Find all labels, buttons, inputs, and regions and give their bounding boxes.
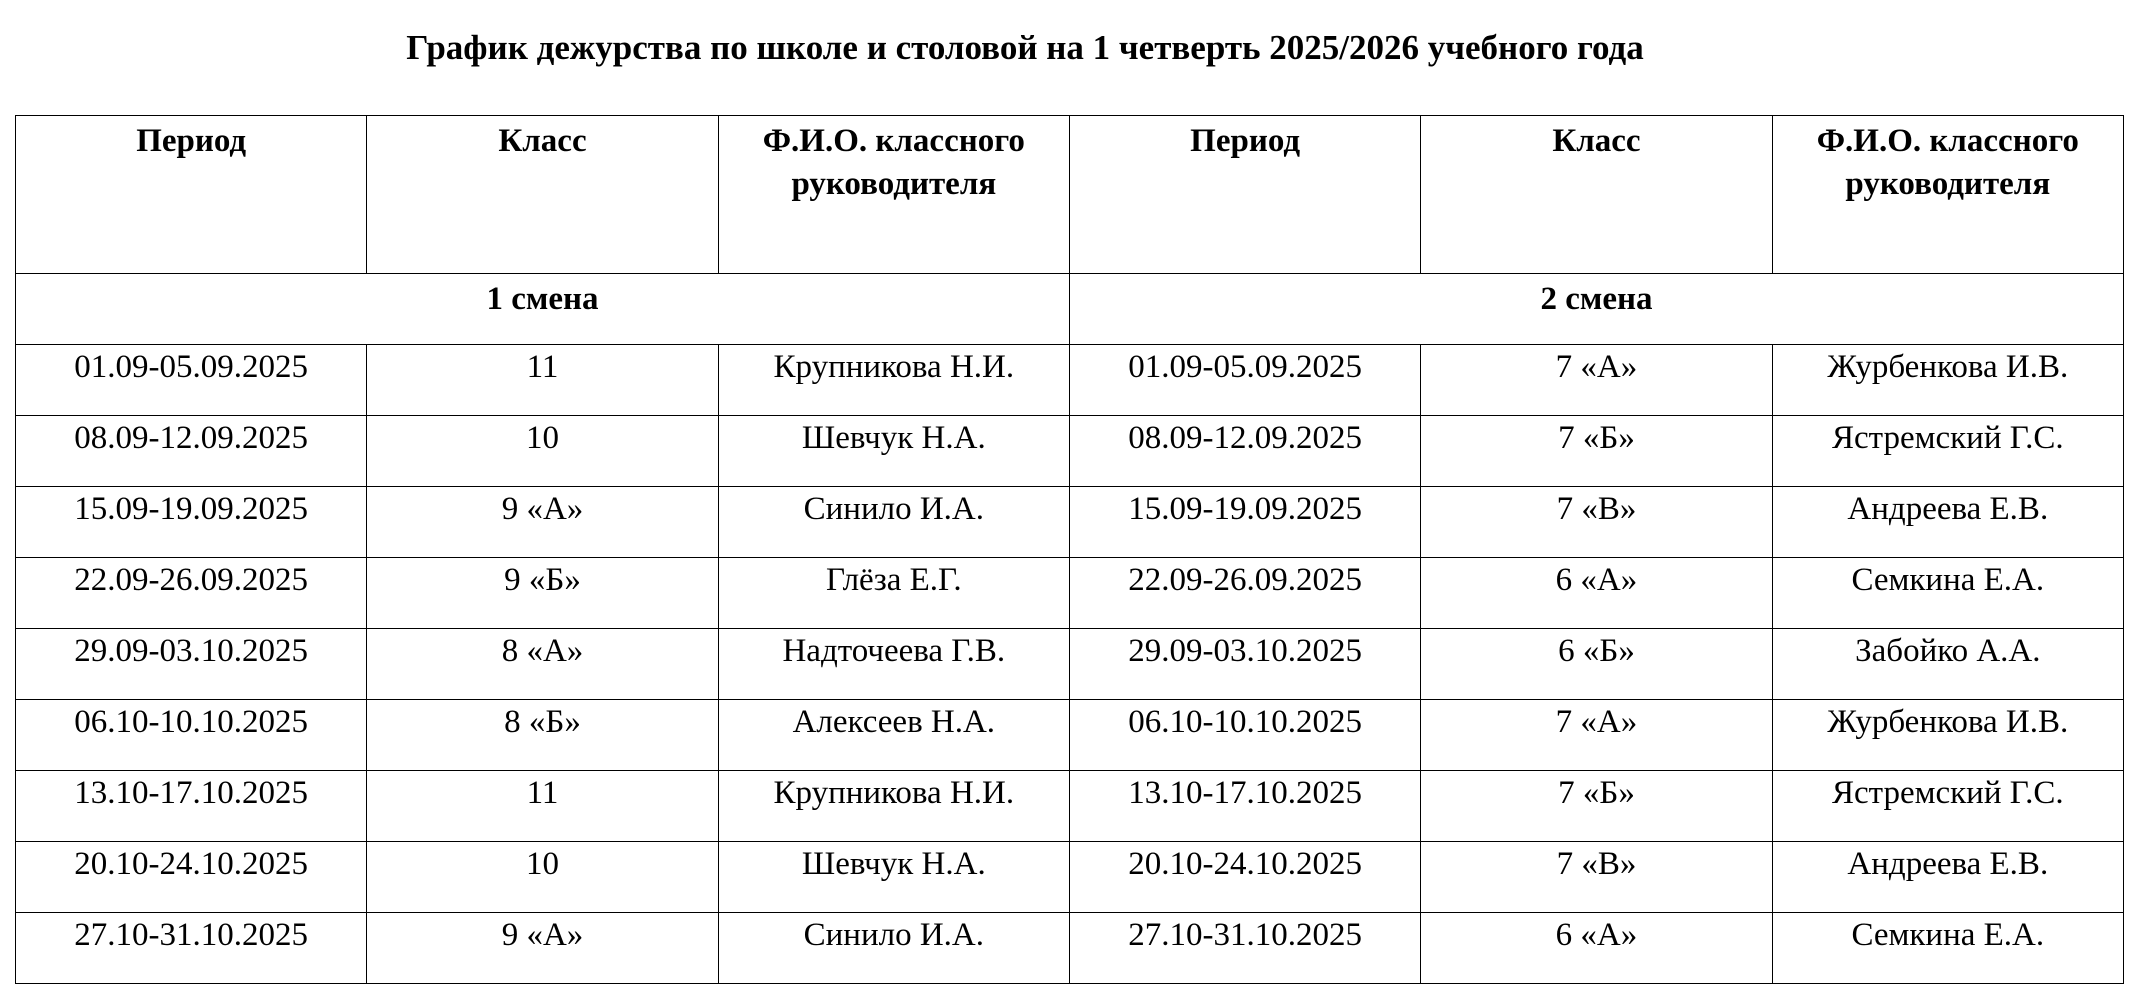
class-cell: 7 «В»: [1421, 487, 1772, 558]
period-cell: 06.10-10.10.2025: [16, 700, 367, 771]
table-row: [16, 913, 2124, 984]
period-cell: 13.10-17.10.2025: [16, 771, 367, 842]
class-cell: 10: [367, 416, 718, 487]
period-cell: 13.10-17.10.2025: [1069, 771, 1420, 842]
teacher-cell: Синило И.А.: [718, 487, 1069, 558]
teacher-cell: Алексеев Н.А.: [718, 700, 1069, 771]
shift-1-label: 1 смена: [16, 274, 1070, 345]
teacher-cell: Семкина Е.А.: [1772, 913, 2123, 984]
period-cell: 29.09-03.10.2025: [16, 629, 367, 700]
class-cell: 8 «Б»: [367, 700, 718, 771]
class-cell: 9 «А»: [367, 913, 718, 984]
period-cell: 15.09-19.09.2025: [1069, 487, 1420, 558]
header-period: Период: [1069, 116, 1420, 274]
table-row: [16, 416, 2124, 487]
teacher-cell: Синило И.А.: [718, 913, 1069, 984]
teacher-cell: Журбенкова И.В.: [1772, 345, 2123, 416]
teacher-cell: Глёза Е.Г.: [718, 558, 1069, 629]
duty-schedule-table: [15, 115, 2124, 984]
period-cell: 08.09-12.09.2025: [16, 416, 367, 487]
class-cell: 6 «А»: [1421, 913, 1772, 984]
header-row: [16, 116, 2124, 274]
header-class: Класс: [1421, 116, 1772, 274]
class-cell: 11: [367, 345, 718, 416]
teacher-cell: Шевчук Н.А.: [718, 416, 1069, 487]
period-cell: 22.09-26.09.2025: [1069, 558, 1420, 629]
header-teacher: Ф.И.О. классного руководителя: [1772, 116, 2123, 274]
period-cell: 08.09-12.09.2025: [1069, 416, 1420, 487]
period-cell: 20.10-24.10.2025: [16, 842, 367, 913]
class-cell: 6 «Б»: [1421, 629, 1772, 700]
period-cell: 20.10-24.10.2025: [1069, 842, 1420, 913]
class-cell: 8 «А»: [367, 629, 718, 700]
period-cell: 27.10-31.10.2025: [1069, 913, 1420, 984]
period-cell: 27.10-31.10.2025: [16, 913, 367, 984]
teacher-cell: Крупникова Н.И.: [718, 771, 1069, 842]
header-period: Период: [16, 116, 367, 274]
teacher-cell: Ястремский Г.С.: [1772, 771, 2123, 842]
period-cell: 15.09-19.09.2025: [16, 487, 367, 558]
table-row: [16, 558, 2124, 629]
teacher-cell: Андреева Е.В.: [1772, 487, 2123, 558]
teacher-cell: Андреева Е.В.: [1772, 842, 2123, 913]
teacher-cell: Забойко А.А.: [1772, 629, 2123, 700]
table-row: [16, 771, 2124, 842]
teacher-cell: Журбенкова И.В.: [1772, 700, 2123, 771]
table-row: [16, 345, 2124, 416]
class-cell: 7 «А»: [1421, 345, 1772, 416]
period-cell: 22.09-26.09.2025: [16, 558, 367, 629]
class-cell: 7 «Б»: [1421, 771, 1772, 842]
header-teacher: Ф.И.О. классного руководителя: [718, 116, 1069, 274]
teacher-cell: Семкина Е.А.: [1772, 558, 2123, 629]
class-cell: 7 «В»: [1421, 842, 1772, 913]
class-cell: 10: [367, 842, 718, 913]
table-row: [16, 700, 2124, 771]
period-cell: 01.09-05.09.2025: [16, 345, 367, 416]
teacher-cell: Надточеева Г.В.: [718, 629, 1069, 700]
table-row: [16, 487, 2124, 558]
teacher-cell: Крупникова Н.И.: [718, 345, 1069, 416]
class-cell: 7 «Б»: [1421, 416, 1772, 487]
class-cell: 9 «Б»: [367, 558, 718, 629]
shift-row: [16, 274, 2124, 345]
period-cell: 01.09-05.09.2025: [1069, 345, 1420, 416]
class-cell: 9 «А»: [367, 487, 718, 558]
table-row: [16, 629, 2124, 700]
class-cell: 6 «А»: [1421, 558, 1772, 629]
page-title: График дежурства по школе и столовой на 1 четверть 2025/2026 учебного года: [406, 28, 1644, 67]
teacher-cell: Ястремский Г.С.: [1772, 416, 2123, 487]
period-cell: 29.09-03.10.2025: [1069, 629, 1420, 700]
teacher-cell: Шевчук Н.А.: [718, 842, 1069, 913]
shift-2-label: 2 смена: [1069, 274, 2123, 345]
header-class: Класс: [367, 116, 718, 274]
period-cell: 06.10-10.10.2025: [1069, 700, 1420, 771]
class-cell: 11: [367, 771, 718, 842]
table-row: [16, 842, 2124, 913]
class-cell: 7 «А»: [1421, 700, 1772, 771]
